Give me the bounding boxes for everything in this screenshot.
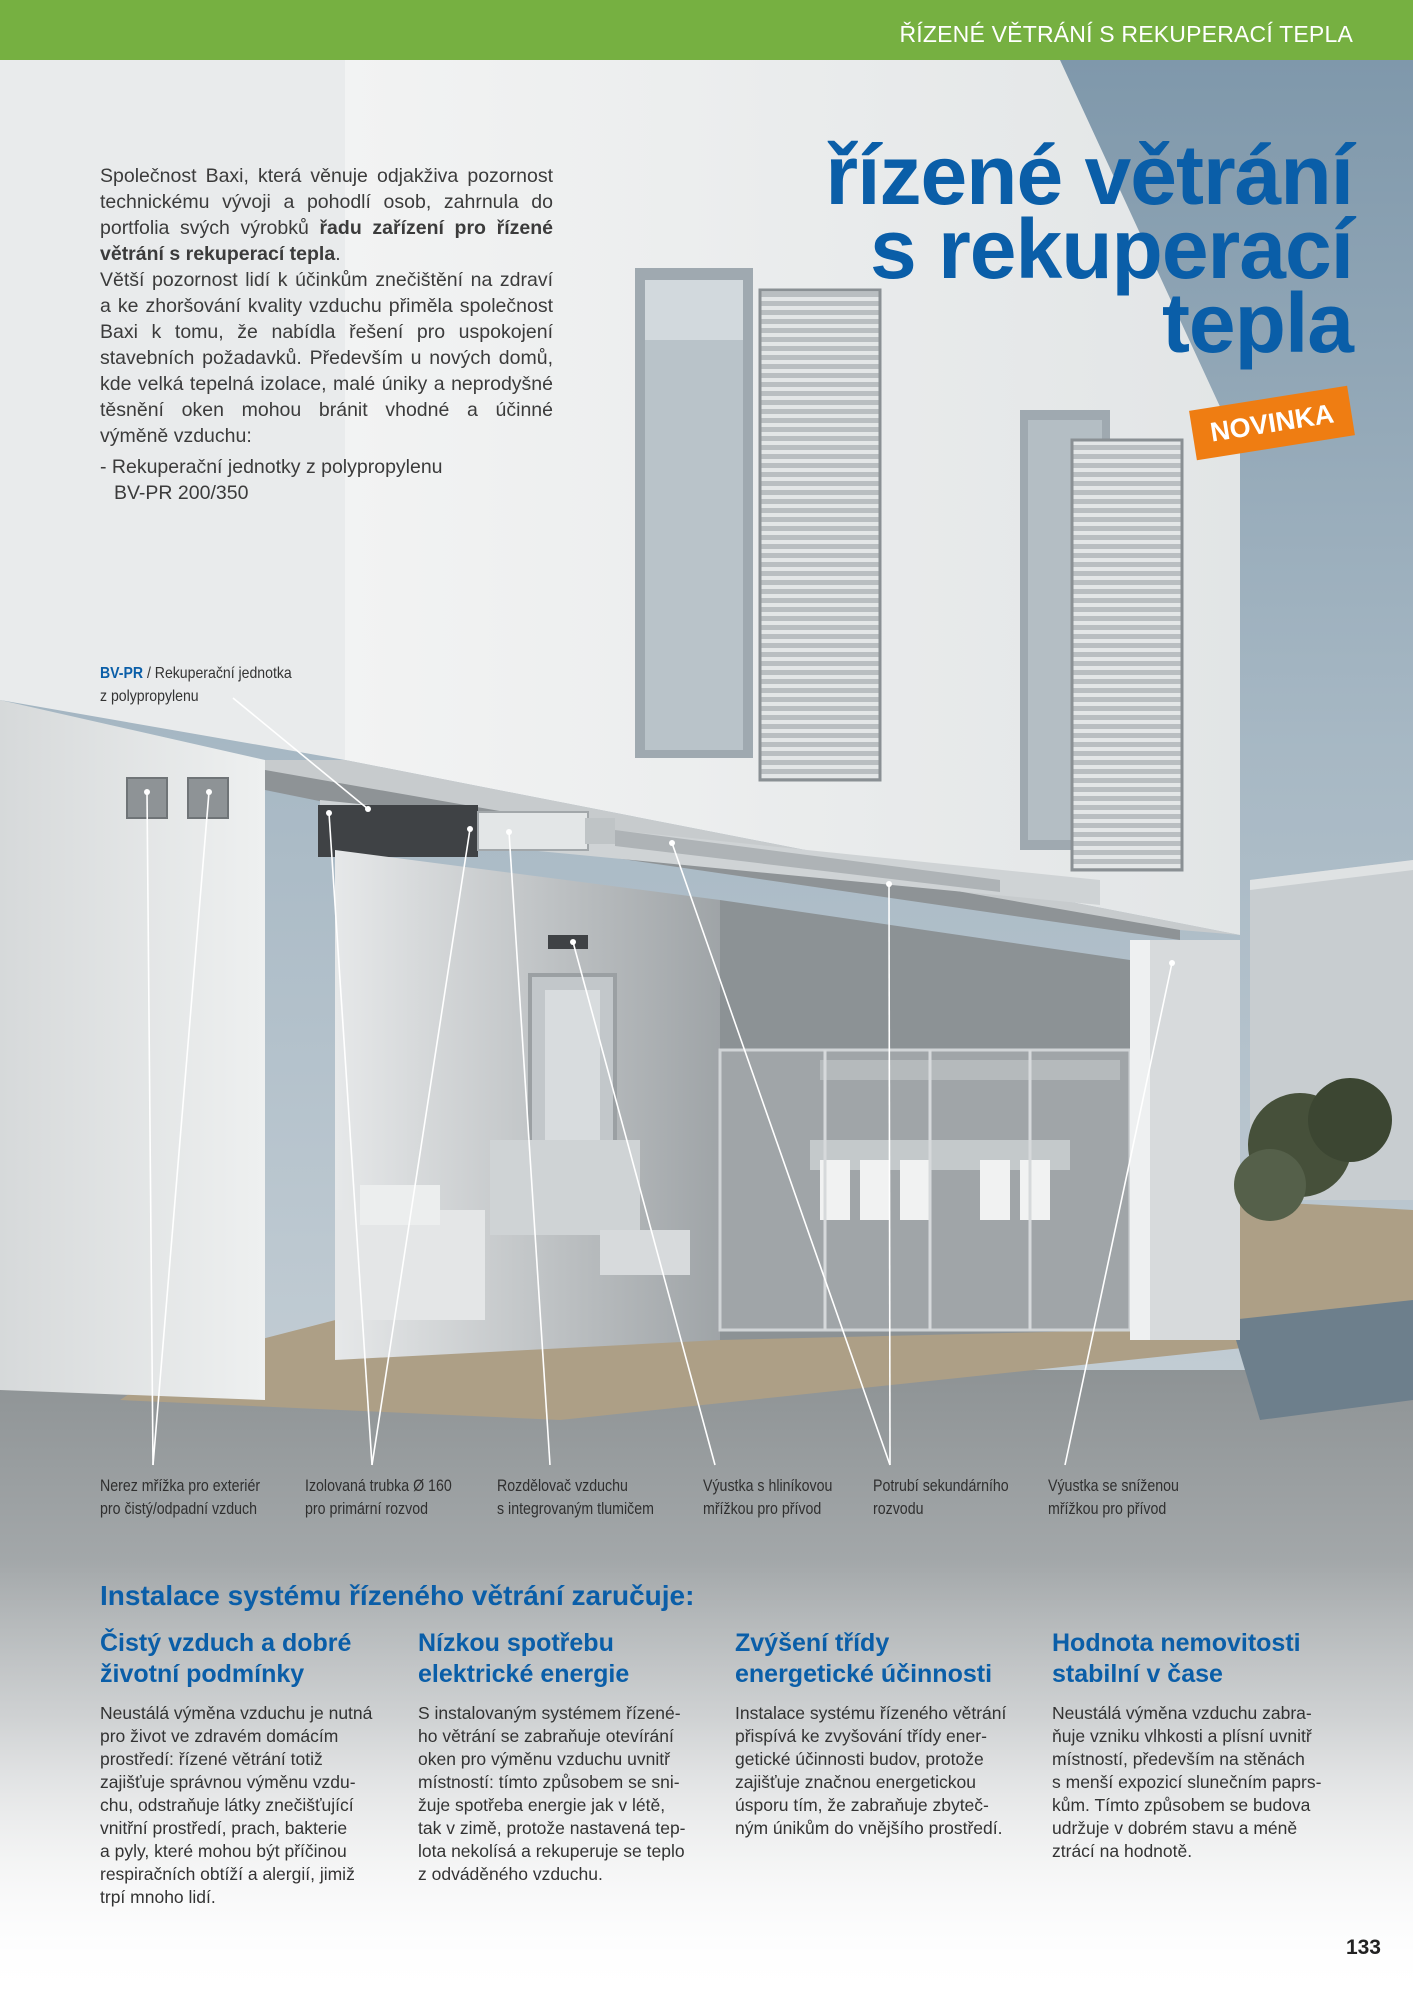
benefit-title: Čistý vzduch a dobré životní podmínky xyxy=(100,1629,352,1688)
benefit-text: Instalace systému řízeného větrání přispívá ke zvyšování třídy ener- getické účinnosti budov, protože zajišťuje značnou energetickou úsporu tím, že zabraňuje zbyteč- ným únikům do vnějšího prostředí. xyxy=(735,1703,1007,1838)
benefit-text: Neustálá výměna vzduchu je nutná pro život ve zdravém domácím prostředí: řízené větrání totiž zajišťuje správnou výměnu vzdu- chu, odstraňuje látky znečišťující vnitřní prostředí, prach, bakterie a pyly, které mohou být příčinou respiračních obtíží a alergií, jimiž trpí mnoho lidí. xyxy=(100,1703,373,1907)
intro-emphasis: řadu zařízení pro řízené větrání s rekuperací tepla xyxy=(100,217,553,265)
benefit-title: Zvýšení třídy energetické účinnosti xyxy=(735,1629,993,1688)
novinka-badge: NOVINKA xyxy=(1189,386,1355,460)
benefit-property-value xyxy=(1052,1628,1354,1863)
callout-reduced-vent: Výustka se sníženou mřížkou pro přívod xyxy=(1048,1477,1179,1518)
benefit-low-energy xyxy=(418,1628,720,1886)
callout-aluminium-vent: Výustka s hliníkovou mřížkou pro přívod xyxy=(703,1477,833,1518)
header-title: ŘÍZENÉ VĚTRÁNÍ S REKUPERACÍ TEPLA xyxy=(899,21,1353,47)
unit-label: BV-PR / Rekuperační jednotka z polypropylenu xyxy=(100,665,292,705)
benefit-title: Nízkou spotřebu elektrické energie xyxy=(418,1629,630,1688)
benefits-heading: Instalace systému řízeného větrání zaručuje: xyxy=(100,1580,695,1611)
callout-exterior-grille: Nerez mřížka pro exteriér pro čistý/odpadní vzduch xyxy=(100,1477,261,1518)
callout-air-distributor: Rozdělovač vzduchu s integrovaným tlumičem xyxy=(497,1477,654,1518)
benefit-text: Neustálá výměna vzduchu zabra- ňuje vzniku vlhkosti a plísní uvnitř místností, především na stěnách s menší expozicí slunečním paprs- kům. Tímto způsobem se budova udržuje v dobrém stavu a méně ztrácí na hodnotě. xyxy=(1052,1703,1322,1861)
callout-insulated-pipe: Izolovaná trubka Ø 160 pro primární rozvod xyxy=(305,1477,452,1518)
main-title: řízené větrání s rekuperací tepla xyxy=(825,128,1353,370)
benefit-title: Hodnota nemovitosti stabilní v čase xyxy=(1052,1629,1301,1688)
page-number: 133 xyxy=(1345,1936,1381,1959)
intro-text xyxy=(100,163,553,506)
intro-bullet: - Rekuperační jednotky z polypropylenu BV-PR 200/350 xyxy=(100,456,443,504)
benefit-clean-air xyxy=(100,1628,402,1909)
benefit-text: S instalovaným systémem řízené- ho větrání se zabraňuje otevírání oken pro výměnu vzduchu uvnitř místností: tímto způsobem se sni- žuje spotřeba energie jak v létě, tak v zimě, protože nastavená tep- lota nekolísá a rekuperuje se teplo z odváděného vzduchu. xyxy=(418,1703,686,1884)
callout-secondary-duct: Potrubí sekundárního rozvodu xyxy=(873,1477,1009,1518)
intro-paragraph-1: Společnost Baxi, která věnuje odjakživa pozornost technickému vývoji a pohodlí osob, zahrnula do portfolia svých výrobků řadu zařízení pro řízené větrání s rekuperací tepla. xyxy=(100,165,553,265)
benefit-energy-class xyxy=(735,1628,1037,1840)
intro-paragraph-2: Větší pozornost lidí k účinkům znečištění na zdraví a ke zhoršování kvality vzduchu přiměla společnost Baxi k tomu, že nabídla řešení pro uspokojení stavebních požadavků. Především u nových domů, kde velká tepelná izolace, malé úniky a neprodyšné těsnění oken mohou bránit vhodné a účinné výměně vzduchu: xyxy=(100,269,553,447)
